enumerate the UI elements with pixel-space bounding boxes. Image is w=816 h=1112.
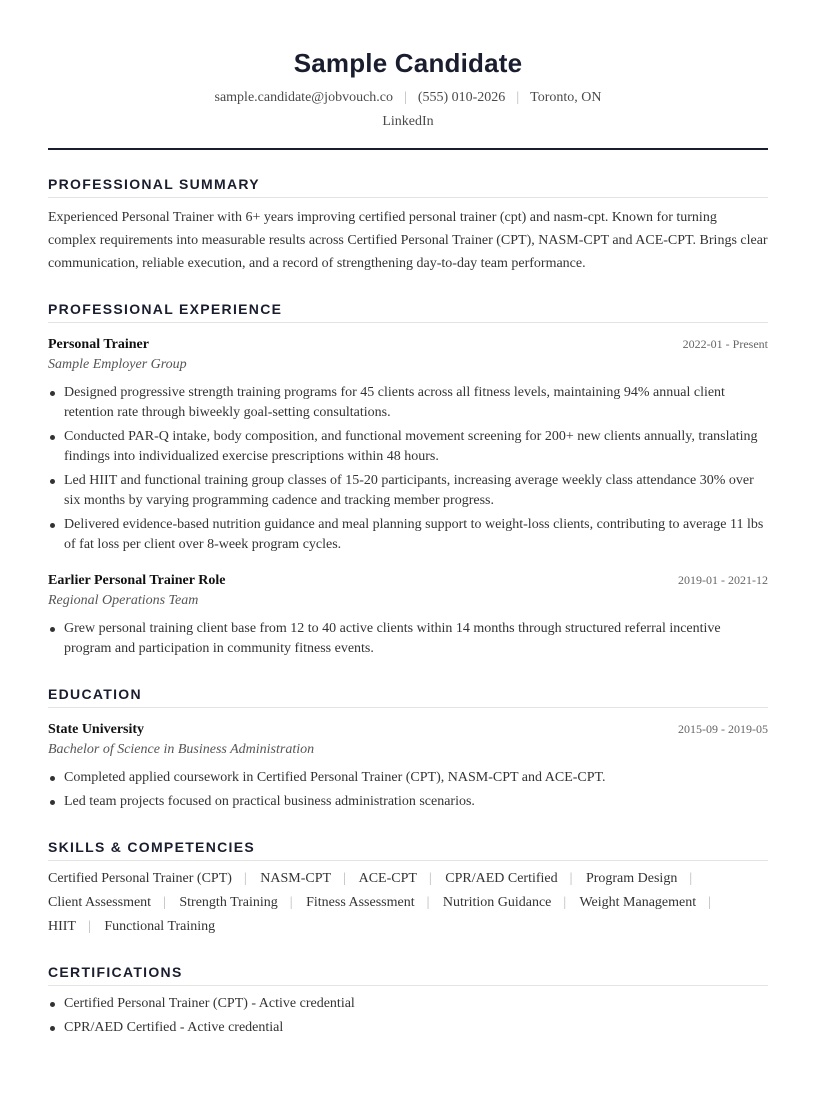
skill-item: CPR/AED Certified | bbox=[445, 871, 573, 886]
skill-item: ACE-CPT | bbox=[358, 871, 432, 886]
experience-heading: PROFESSIONAL EXPERIENCE bbox=[48, 301, 283, 317]
skill-item: Client Assessment | bbox=[48, 895, 166, 910]
summary-heading: PROFESSIONAL SUMMARY bbox=[48, 176, 260, 192]
degree-name: Bachelor of Science in Business Administration bbox=[48, 742, 315, 757]
job-title: Earlier Personal Trainer Role bbox=[48, 573, 226, 588]
education-bullet: Led team projects focused on practical business administration scenarios. bbox=[48, 792, 768, 812]
contact-separator: | bbox=[516, 90, 520, 105]
candidate-name: Sample Candidate bbox=[293, 48, 523, 78]
skill-item: Strength Training | bbox=[179, 895, 293, 910]
summary-text: Experienced Personal Trainer with 6+ years improving certified personal trainer (cpt) and nasm-cpt. Known for turning complex requirements into measurable results across Certified Personal Trainer (CPT), NASM-CPT and ACE-CPT. Brings clear communication, reliable execution, and a record of strengthening day-to-day team performance. bbox=[48, 210, 768, 271]
skills-list bbox=[48, 867, 768, 939]
email-link[interactable]: sample.candidate@jobvouch.co bbox=[214, 90, 393, 105]
education-bullets bbox=[48, 768, 768, 816]
section-divider bbox=[48, 322, 768, 323]
education-dates: 2015-09 - 2019-05 bbox=[678, 722, 768, 736]
contact-separator: | bbox=[404, 90, 407, 105]
certifications-heading: CERTIFICATIONS bbox=[48, 964, 183, 980]
section-divider bbox=[48, 707, 768, 708]
certifications-list bbox=[48, 994, 768, 1042]
location-text: Toronto, ON bbox=[530, 90, 602, 105]
job-bullet: Grew personal training client base from 12 to 40 active clients within 14 months through structured referral incentive program and participation in community fitness events. bbox=[48, 619, 768, 659]
section-divider bbox=[48, 860, 768, 861]
skill-item: Weight Management | bbox=[579, 895, 711, 910]
section-divider bbox=[48, 985, 768, 986]
section-divider bbox=[48, 197, 768, 198]
job-title: Personal Trainer bbox=[48, 337, 149, 352]
school-name: State University bbox=[48, 722, 145, 737]
job-dates: 2022-01 - Present bbox=[682, 337, 768, 351]
skills-heading: SKILLS & COMPETENCIES bbox=[48, 839, 255, 855]
skill-item: Nutrition Guidance | bbox=[442, 895, 567, 910]
job-employer: Regional Operations Team bbox=[48, 593, 199, 608]
linkedin-line bbox=[48, 112, 768, 132]
phone-text: (555) 010-2026 bbox=[417, 90, 506, 105]
job-bullets bbox=[48, 619, 768, 663]
certification-item: Certified Personal Trainer (CPT) - Active credential bbox=[48, 994, 768, 1014]
job-bullet: Designed progressive strength training programs for 45 clients across all fitness levels, maintaining 94% annual client retention rate through biweekly goal-setting consultations. bbox=[48, 383, 768, 423]
skill-item: Fitness Assessment | bbox=[306, 895, 430, 910]
skill-item: NASM-CPT | bbox=[260, 871, 346, 886]
education-bullet: Completed applied coursework in Certified Personal Trainer (CPT), NASM-CPT and ACE-CPT. bbox=[48, 768, 768, 788]
education-heading: EDUCATION bbox=[48, 686, 142, 702]
job-bullet: Led HIIT and functional training group classes of 15-20 participants, increasing average weekly class attendance 30% over six months by varying programming cadence and tracking member progress. bbox=[48, 471, 768, 511]
skill-item: HIIT | bbox=[48, 919, 91, 934]
certification-item: CPR/AED Certified - Active credential bbox=[48, 1018, 768, 1038]
skill-item: Certified Personal Trainer (CPT) | bbox=[48, 871, 247, 886]
contact-line bbox=[48, 88, 768, 108]
skill-item: Functional Training bbox=[104, 919, 216, 934]
job-dates: 2019-01 - 2021-12 bbox=[678, 573, 768, 587]
job-employer: Sample Employer Group bbox=[48, 357, 187, 372]
skill-item: Program Design | bbox=[585, 871, 693, 886]
header-divider bbox=[48, 148, 768, 150]
linkedin-link[interactable]: LinkedIn bbox=[382, 114, 434, 129]
job-bullet: Conducted PAR-Q intake, body composition, and functional movement screening for 200+ new clients annually, translating findings into individualized exercise prescriptions within 48 hours. bbox=[48, 427, 768, 467]
job-bullets bbox=[48, 383, 768, 559]
job-bullet: Delivered evidence-based nutrition guidance and meal planning support to weight-loss clients, contributing to average 11 lbs of fat loss per client over 8-week program cycles. bbox=[48, 515, 768, 555]
